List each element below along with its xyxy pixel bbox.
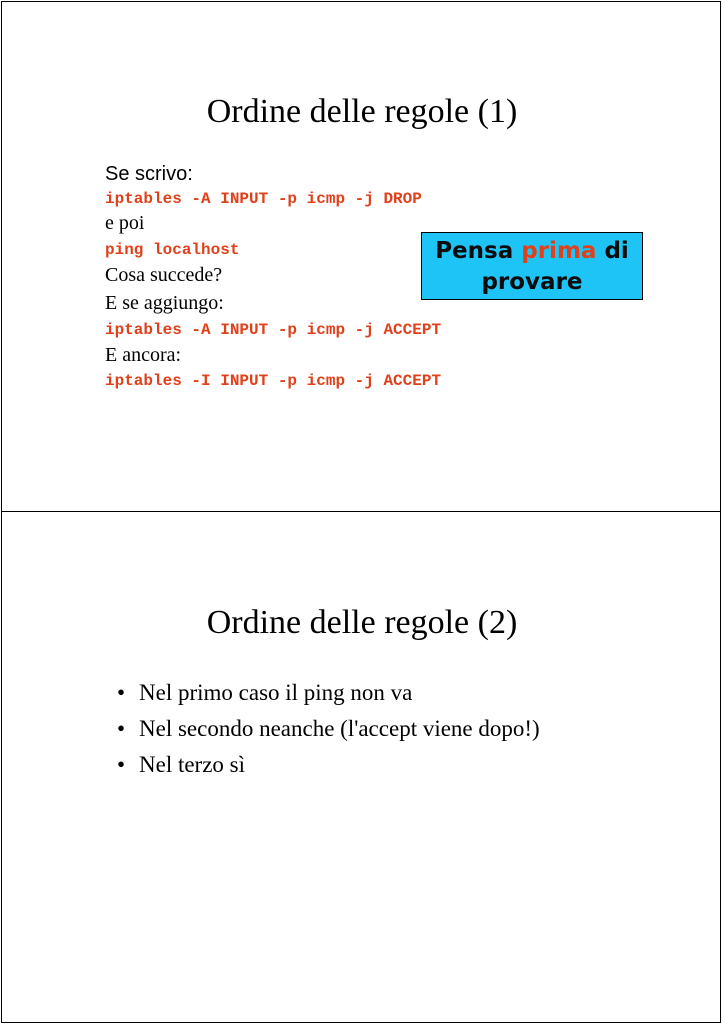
bullet-icon: • — [117, 752, 126, 777]
bullet-icon: • — [117, 716, 126, 741]
slide-1-title: Ordine delle regole (1) — [206, 93, 518, 130]
list-item — [117, 711, 540, 747]
bullet-icon: • — [117, 680, 126, 705]
callout-line-2: provare — [481, 269, 583, 295]
text-line: E se aggiungo: — [105, 292, 224, 314]
list-item — [117, 747, 540, 783]
code-line: iptables -I INPUT -p icmp -j ACCEPT — [105, 372, 442, 390]
code-line: iptables -A INPUT -p icmp -j DROP — [105, 190, 422, 208]
code-line: iptables -A INPUT -p icmp -j ACCEPT — [105, 321, 442, 339]
text-line: Cosa succede? — [105, 264, 223, 286]
list-item — [117, 675, 540, 711]
callout-highlight: prima — [521, 238, 597, 264]
slide-2-title: Ordine delle regole (2) — [206, 604, 518, 641]
text-line: Se scrivo: — [105, 163, 193, 185]
text-line: e poi — [105, 212, 145, 234]
code-line: ping localhost — [105, 241, 240, 259]
bullet-text: Nel secondo neanche (l'accept viene dopo!) — [139, 716, 540, 741]
callout-text-before: Pensa — [435, 238, 522, 264]
text-line: E ancora: — [105, 344, 182, 366]
callout-box — [421, 232, 643, 300]
bullet-text: Nel terzo sì — [139, 752, 246, 777]
bullet-text: Nel primo caso il ping non va — [139, 680, 413, 705]
callout-text-after: di — [596, 238, 629, 264]
bullet-list — [117, 675, 540, 783]
